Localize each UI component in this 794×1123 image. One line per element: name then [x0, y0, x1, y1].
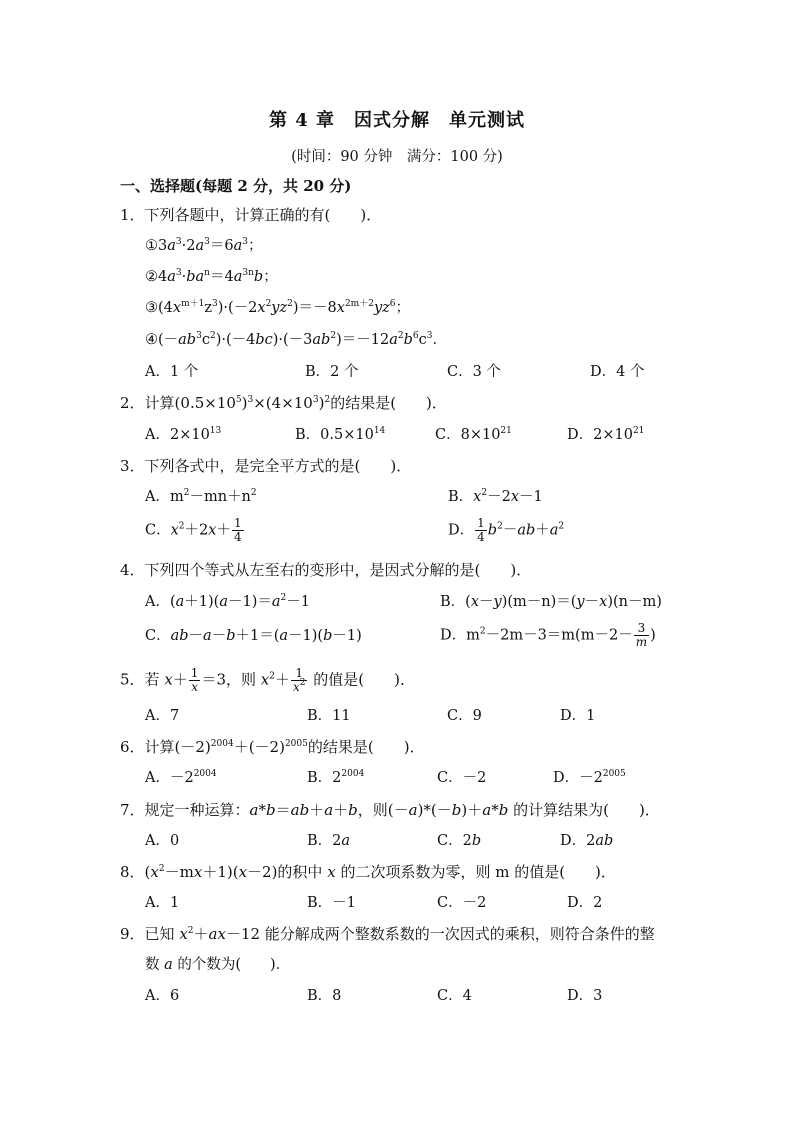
question-8-option-b[interactable]: B．－1: [307, 895, 356, 911]
fraction-one-over-x: $\frac{1}{x}$: [190, 666, 199, 694]
question-5-option-b[interactable]: B．11: [307, 708, 351, 724]
question-5-option-c[interactable]: C．9: [447, 708, 482, 724]
question-6-option-b[interactable]: B．$2^{2004}$: [307, 769, 365, 786]
question-7-option-b[interactable]: B．2a: [307, 833, 351, 849]
question-5-stem: 5．若 x＋ $\frac{1}{x}$ ＝3，则 $x^2+$ $\frac{1}{x^2}$ 的值是( )．: [120, 666, 415, 694]
question-6-stem: 6．计算$(-2)^{2004}+(-2)^{2005}$的结果是( )．: [120, 738, 425, 756]
question-9-option-c[interactable]: C．4: [437, 988, 472, 1004]
question-1-item-2: $②4a^3\cdot ba^n=4a^{3n}b$；: [145, 268, 278, 285]
question-8-option-d[interactable]: D．2: [567, 895, 603, 911]
question-1-item-4: $④(-ab^3c^2)\cdot(-4bc)\cdot(-3ab^2)=-12a^2b^6c^3$．: [145, 331, 447, 348]
question-1-item-1: $①3a^3\cdot 2a^3=6a^3$；: [145, 237, 263, 254]
question-7-stem: 7．规定一种运算：a*b＝ab＋a＋b，则(－a)*(－b)＋a*b 的计算结果为( )．: [120, 801, 660, 819]
question-8-stem: 8．$(x^2-mx+1)(x-2)$的积中 x 的二次项系数为零，则 m 的值是( )．: [120, 863, 616, 881]
question-4-option-d[interactable]: D．$m^2-2m-3=m(m-2-$ $\frac{3}{m}$ ): [440, 621, 656, 649]
exam-info: (时间：90 分钟 满分：100 分): [291, 149, 503, 165]
question-9-option-a[interactable]: A．6: [145, 988, 180, 1004]
question-7-option-d[interactable]: D．2ab: [560, 833, 614, 849]
question-8-option-a[interactable]: A．1: [145, 895, 180, 911]
fraction-one-quarter: $\frac{1}{4}$: [233, 516, 242, 544]
section-heading: 一、选择题(每题 2 分，共 20 分): [120, 177, 352, 195]
question-1-option-a[interactable]: A．1 个: [145, 364, 199, 380]
question-4-option-a[interactable]: A．$(a+1)(a-1)=a^2-1$: [145, 593, 311, 610]
question-6-option-c[interactable]: C．－2: [437, 770, 487, 786]
question-3-stem: 3．下列各式中，是完全平方式的是( )．: [120, 457, 412, 475]
question-2-option-a[interactable]: A．$2\times 10^{13}$: [145, 426, 222, 443]
question-3-option-a[interactable]: A．$m^2-mn+n^2$: [145, 488, 257, 505]
question-4-option-b[interactable]: B．(x－y)(m－n)＝(y－x)(n－m): [440, 594, 662, 610]
question-8-option-c[interactable]: C．－2: [437, 895, 487, 911]
question-3-option-c[interactable]: C．$x^2+2x+$ $\frac{1}{4}$: [145, 516, 242, 544]
question-9-option-d[interactable]: D．3: [567, 988, 603, 1004]
question-4-stem: 4．下列四个等式从左至右的变形中，是因式分解的是( )．: [120, 561, 532, 579]
question-1-option-d[interactable]: D．4 个: [590, 364, 645, 380]
page-title: 第 4 章 因式分解 单元测试: [268, 110, 526, 131]
question-1-option-c[interactable]: C．3 个: [447, 364, 501, 380]
question-4-option-c[interactable]: C．ab－a－b＋1＝(a－1)(b－1): [145, 628, 362, 644]
question-6-option-a[interactable]: A．$-2^{2004}$: [145, 769, 217, 786]
fraction-one-over-x-squared: $\frac{1}{x^2}$: [292, 666, 306, 694]
question-9-stem-line-1: 9．已知 $x^2+ax-12$ 能分解成两个整数系数的一次因式的乘积，则符合条件的整: [120, 925, 655, 943]
question-7-option-c[interactable]: C．2b: [437, 833, 482, 849]
question-7-option-a[interactable]: A．0: [145, 833, 180, 849]
question-1-stem: 1．下列各题中，计算正确的有( )．: [120, 206, 382, 224]
question-3-option-d[interactable]: D． $\frac{1}{4}$ $b^2-ab+a^2$: [448, 516, 565, 544]
fraction-three-over-m: $\frac{3}{m}$: [635, 621, 648, 649]
question-2-option-b[interactable]: B．$0.5\times 10^{14}$: [295, 426, 386, 443]
question-1-option-b[interactable]: B．2 个: [305, 364, 359, 380]
question-6-option-d[interactable]: D．$-2^{2005}$: [553, 769, 626, 786]
question-2-option-c[interactable]: C．$8\times 10^{21}$: [435, 426, 512, 443]
question-5-option-a[interactable]: A．7: [145, 708, 180, 724]
question-1-item-3: $③(4x^{m+1}z^3)\cdot(-2x^2yz^2)=-8x^{2m+2}yz^6$；: [145, 299, 411, 316]
question-9-stem-line-2: 数 a 的个数为( )．: [145, 957, 291, 973]
question-5-option-d[interactable]: D．1: [560, 708, 596, 724]
question-9-option-b[interactable]: B．8: [307, 988, 342, 1004]
question-2-stem: 2．计算$(0.5\times 10^5)^3\times(4\times 10^3)^2$的结果是( )．: [120, 394, 447, 412]
question-3-option-b[interactable]: B．$x^2-2x-1$: [448, 488, 543, 505]
question-2-option-d[interactable]: D．$2\times 10^{21}$: [567, 426, 645, 443]
fraction-one-quarter: $\frac{1}{4}$: [477, 516, 485, 544]
